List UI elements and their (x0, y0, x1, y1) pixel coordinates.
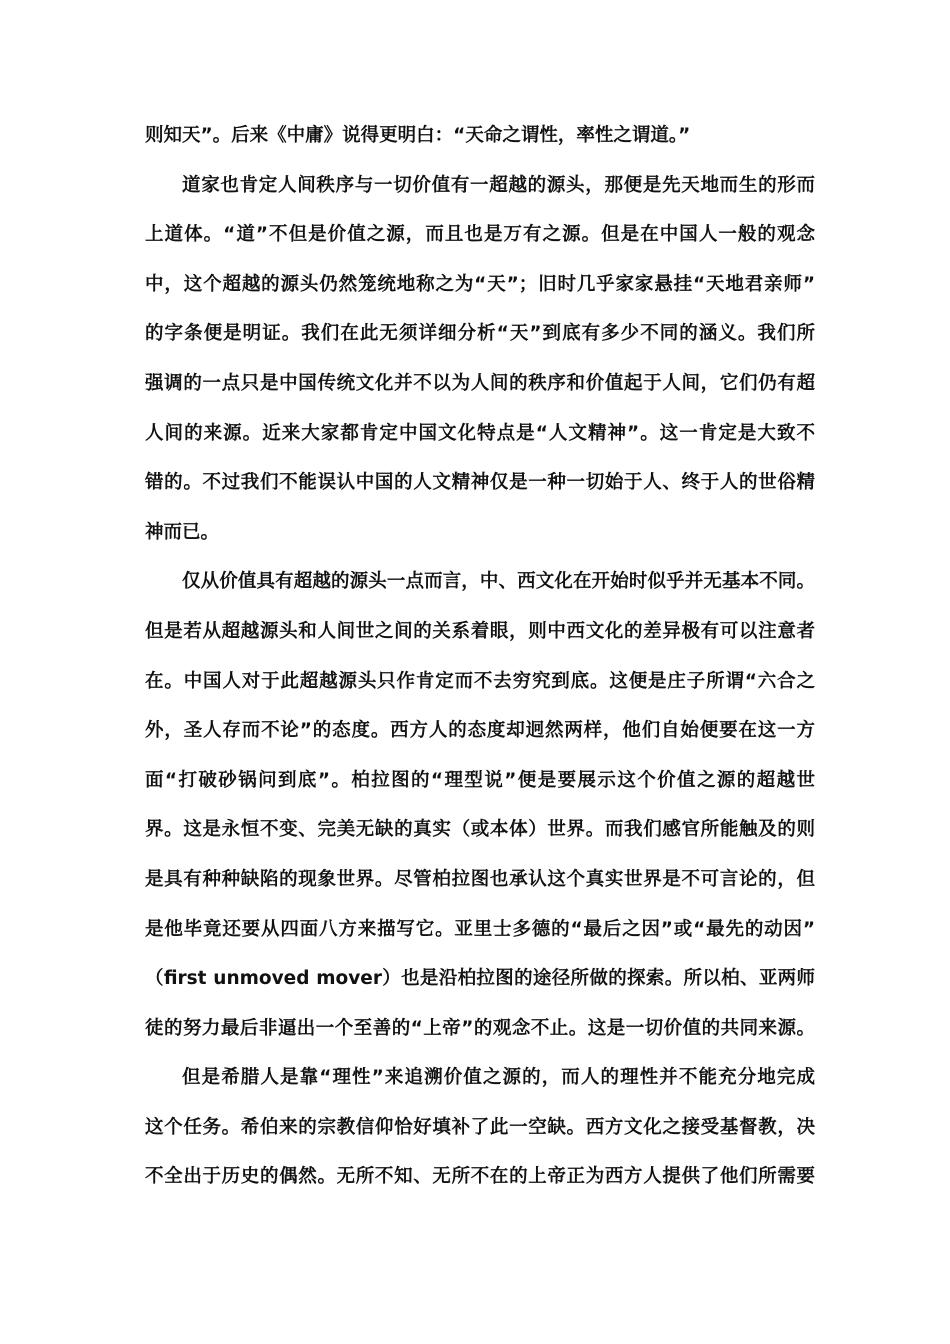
text-line: 但是希腊人是靠“理性”来追溯价值之源的，而人的理性并不能充分地完成 (182, 1067, 815, 1089)
text-line: 是他毕竟还要从四面八方来描写它。亚里士多德的“最后之因”或“最先的动因” (145, 918, 815, 940)
text-line: 但是若从超越源头和人间世之间的关系着眼，则中西文化的差异极有可以注意者 (145, 620, 815, 642)
text-line: 是具有种种缺陷的现象世界。尽管柏拉图也承认这个真实世界是不可言论的，但 (145, 868, 815, 890)
text-line: 仅从价值具有超越的源头一点而言，中、西文化在开始时似乎并无基本不同。 (182, 571, 815, 593)
text-line: 外，圣人存而不论”的态度。西方人的态度却迥然两样，他们自始便要在这一方 (145, 720, 815, 742)
text-line: 人间的来源。近来大家都肯定中国文化特点是“人文精神”。这一肯定是大致不 (145, 422, 815, 444)
text-line: 在。中国人对于此超越源头只作肯定而不去穷究到底。这便是庄子所谓“六合之 (145, 670, 815, 692)
text-line: 中，这个超越的源头仍然笼统地称之为“天”；旧时几乎家家悬挂“天地君亲师” (145, 273, 815, 295)
text-line: 上道体。“道”不但是价值之源，而且也是万有之源。但是在中国人一般的观念 (145, 224, 815, 246)
text-line: （first unmoved mover）也是沿柏拉图的途径所做的探索。所以柏、亚两师 (145, 968, 815, 990)
text-line: 面“打破砂锅问到底”。柏拉图的“理型说”便是要展示这个价值之源的超越世 (145, 769, 815, 791)
text-line: 不全出于历史的偶然。无所不知、无所不在的上帝正为西方人提供了他们所需要 (145, 1166, 815, 1188)
text-line: 徒的努力最后非逼出一个至善的“上帝”的观念不止。这是一切价值的共同来源。 (145, 1017, 815, 1039)
body-text (145, 111, 815, 1202)
text-line: 则知天”。后来《中庸》说得更明白：“天命之谓性，率性之谓道。” (145, 125, 691, 146)
text-line: 界。这是永恒不变、完美无缺的真实（或本体）世界。而我们感官所能触及的则 (145, 819, 815, 841)
text-line: 神而已。 (145, 521, 220, 543)
text-line: 的字条便是明证。我们在此无须详细分析“天”到底有多少不同的涵义。我们所 (145, 323, 815, 345)
text-line: 这个任务。希伯来的宗教信仰恰好填补了此一空缺。西方文化之接受基督教，决 (145, 1116, 815, 1138)
text-line: 强调的一点只是中国传统文化并不以为人间的秩序和价值起于人间，它们仍有超 (145, 372, 815, 394)
text-line: 道家也肯定人间秩序与一切价值有一超越的源头，那便是先天地而生的形而 (182, 174, 815, 196)
text-line: 错的。不过我们不能误认中国的人文精神仅是一种一切始于人、终于人的世俗精 (145, 472, 815, 494)
